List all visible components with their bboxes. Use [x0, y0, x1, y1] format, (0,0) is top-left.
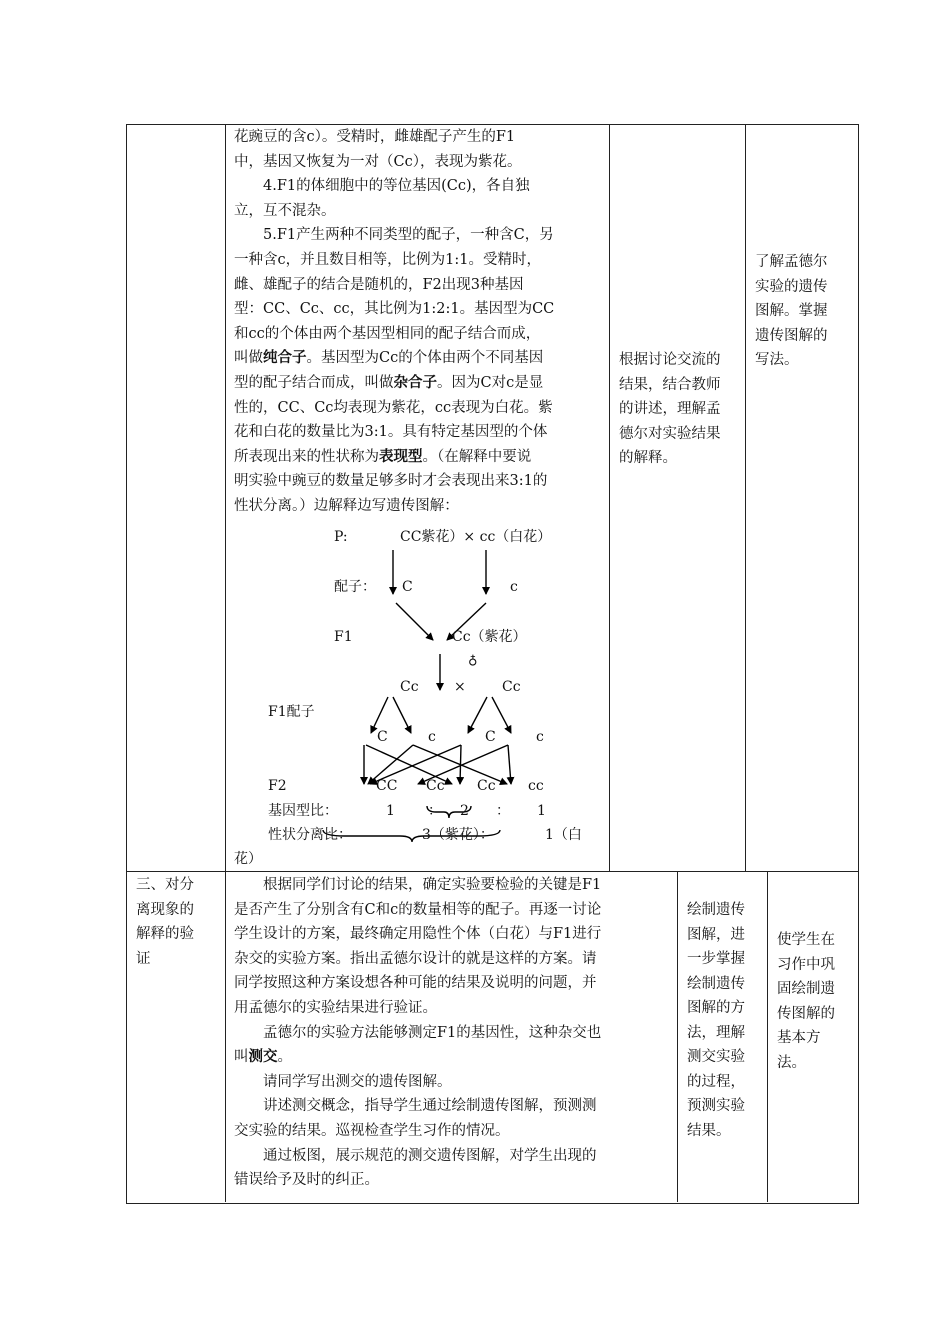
text-line: 花和白花的数量比为3:1。具有特定基因型的个体	[234, 424, 548, 441]
arrow	[393, 697, 411, 733]
term-testcross: 测交	[248, 1048, 278, 1066]
text-line: 叫做纯合子。基因型为Cc的个体由两个不同基因	[234, 349, 544, 367]
arrow	[508, 745, 511, 784]
text-line: 中，基因又恢复为一对（Cc），表现为紫花。	[234, 153, 522, 170]
f2-genotype: CC	[376, 778, 398, 794]
text-line: 讲述测交概念，指导学生通过绘制遗传图解，预测测	[234, 1098, 597, 1115]
diagram-cross-left: Cc	[400, 679, 419, 695]
text-line: 4.F1的体细胞中的等位基因(Cc)，各自独	[234, 178, 530, 195]
row2-design-intent: 使学生在 习作中巩 固绘制遗 传图解的 基本方 法。	[777, 932, 835, 1071]
diagram-f1-value: Cc（紫花）	[452, 629, 527, 645]
text-line: 花豌豆的含c）。受精时，雌雄配子产生的F1	[234, 129, 516, 145]
text-line: 错误给予及时的纠正。	[234, 1172, 379, 1189]
term-phenotype: 表现型	[379, 447, 423, 465]
text-line: 性的，CC、Cc均表现为紫花，cc表现为白花。紫	[234, 399, 553, 416]
diagram-gamete-c: c	[510, 579, 518, 595]
diagram-parents: CC紫花）× cc（白花）	[400, 529, 552, 545]
diagram-f2-label: F2	[268, 778, 287, 794]
text-line: 交实验的结果。巡视检查学生习作的情况。	[234, 1122, 510, 1139]
text-line: 雌、雄配子的结合是随机的，F2出现3种基因	[234, 276, 524, 293]
f1-gamete: c	[536, 729, 544, 745]
text-line: 和cc的个体由两个基因型相同的配子结合而成，	[234, 325, 541, 342]
phenotype-ratio-tail: 花）	[234, 851, 262, 867]
phenotype-ratio-label: 性状分离比：	[268, 827, 352, 843]
row2-verification	[234, 873, 601, 1193]
term-homozygote: 纯合子	[263, 349, 307, 367]
arrow	[460, 745, 461, 784]
selfing-symbol: ♁	[468, 653, 478, 668]
diagram-gamete-label: 配子：	[334, 579, 376, 595]
text-line: 同学按照这种方案设想各种可能的结果及说明的问题，并	[234, 975, 597, 992]
text-line: 5.F1产生两种不同类型的配子，一种含C，另	[234, 227, 554, 244]
diagram-f1-gamete-label: F1配子	[268, 704, 315, 720]
row2-section-title: 三、对分 离现象的 解释的验 证	[136, 877, 194, 967]
genotype-ratio-sep: ：	[496, 803, 510, 819]
row1-design-intent: 了解孟德尔 实验的遗传 图解。掌握 遗传图解的 写法。	[755, 254, 828, 368]
text-line: 一种含c，并且数目相等，比例为1:1。受精时，	[234, 251, 541, 268]
diagram-cross-right: Cc	[502, 679, 521, 695]
f2-genotype: cc	[528, 778, 544, 794]
diagram-gamete-C: C	[402, 579, 413, 595]
genotype-ratio-sep: ：	[428, 803, 442, 819]
diagram-f1-label: F1	[334, 629, 353, 645]
genotype-ratio-value: 1	[386, 803, 395, 819]
text-line: 明实验中豌豆的数量足够多时才会表现出来3:1的	[234, 473, 548, 490]
diagram-cross-x: ×	[454, 679, 466, 695]
text-line: 通过板图，展示规范的测交遗传图解，对学生出现的	[234, 1147, 597, 1164]
row2-student-activity: 绘制遗传 图解，进 一步掌握 绘制遗传 图解的方 法，理解 测交实验 的过程， 预测实验 结果。	[687, 902, 745, 1139]
text-line: 所表现出来的性状称为表现型。（在解释中要说	[234, 447, 532, 465]
f2-genotype: Cc	[426, 778, 445, 794]
row1-student-activity: 根据讨论交流的 结果，结合教师 的讲述，理解孟 德尔对实验结果 的解释。	[619, 352, 721, 466]
text-line: 孟德尔的实验方法能够测定F1的基因性，这种杂交也	[234, 1024, 602, 1041]
text-line: 性状分离。）边解释边写遗传图解：	[234, 497, 459, 514]
text-line: 型的配子结合而成，叫做杂合子。因为C对c是显	[234, 373, 544, 391]
f1-gamete: C	[377, 729, 388, 745]
text-line: 根据同学们讨论的结果，确定实验要检验的关键是F1	[234, 877, 602, 893]
diagram-p-label: P:	[334, 529, 348, 545]
text-line: 型：CC、Cc、cc，其比例为1:2:1。基因型为CC	[234, 301, 555, 318]
phenotype-ratio-white: 1（白	[545, 827, 582, 843]
phenotype-ratio-purple: 3（紫花）：	[422, 827, 494, 843]
text-line: 立，互不混杂。	[234, 202, 336, 219]
text-line: 学生设计的方案，最终确定用隐性个体（白花）与F1进行	[234, 926, 602, 943]
term-heterozygote: 杂合子	[393, 373, 437, 391]
text-line: 是否产生了分别含有C和c的数量相等的配子。再逐一讨论	[234, 901, 602, 918]
text-line: 杂交的实验方案。指出孟德尔设计的就是这样的方案。请	[234, 950, 597, 967]
text-line: 叫测交。	[234, 1048, 292, 1066]
f1-gamete: c	[428, 729, 436, 745]
arrow	[396, 603, 433, 640]
text-line: 用孟德尔的实验结果进行验证。	[234, 999, 437, 1016]
f2-genotype: Cc	[477, 778, 496, 794]
genotype-ratio-value: 1	[537, 803, 546, 819]
text-line: 请同学写出测交的遗传图解。	[234, 1073, 452, 1090]
genotype-ratio-value: 2	[460, 803, 469, 819]
f1-gamete: C	[485, 729, 496, 745]
genotype-ratio-label: 基因型比：	[268, 803, 338, 819]
